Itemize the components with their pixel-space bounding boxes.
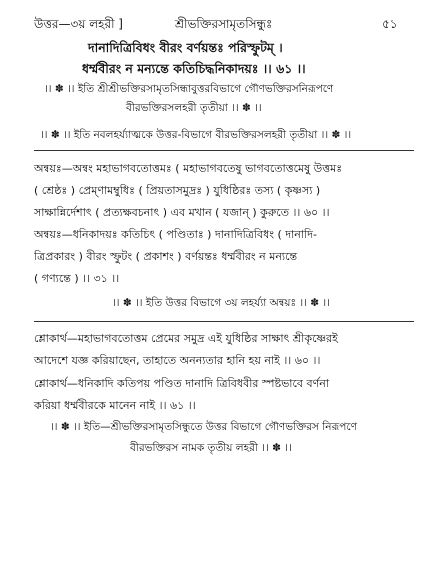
anvaya-end: ।। ✽ ।। ইতি উত্তর বিভাগে ৩য় লহর্য্যা অন্বয়ঃ ।। ✽ ।।: [112, 297, 330, 309]
anvaya-line-5: ত্রিপ্রকারং ) বীরং স্ফুটং ( প্রকাশং ) বর্ণয়ন্তঃ ধর্ম্মবীরং ন মন্যন্তে: [34, 250, 298, 263]
translation-line-3: শ্লোকার্থ—ধনিকাদি কতিপয় পণ্ডিত দানাদি ত্রিবিধবীর স্পষ্টভাবে বর্ণনা: [34, 377, 330, 390]
translation-end-2: বীরভক্তিরস নামক তৃতীয় লহরী ।। ✽ ।।: [130, 442, 292, 454]
anvaya-line-1: অন্বয়ঃ—অন্বং মহাভাগবতোত্তমঃ ( মহাভাগবতেষু ভাগবতোত্তমেষু উত্তমঃ: [34, 162, 343, 175]
divider-rule-1: [34, 150, 414, 151]
divider-rule-2: [34, 321, 414, 322]
colophon-line-1: ।। ✽ ।। ইতি শ্রীশ্রীভক্তিরসামৃতসিন্ধাবুত্তরবিভাগে গৌণভক্তিরসনিরূপণে: [44, 83, 334, 95]
anvaya-line-3: সাক্ষান্নির্দেশাৎ ( প্রত্যক্ষবচনাৎ ) এব মখান ( যজান্ ) কুরুতে ।। ৬০ ।।: [34, 206, 330, 219]
translation-line-2: আদেশে যজ্ঞ করিয়াছেন, তাহাতে অনন্যতার হানি হয় নাই ।। ৬০ ।।: [34, 354, 321, 367]
anvaya-line-2: ( শ্রেষ্ঠঃ ) প্রেম্ণামম্বুধিঃ ( প্রিয়তাসমুদ্রঃ ) যুধিষ্ঠিরঃ তস্য ( কৃষ্ণস্য ): [34, 184, 321, 197]
verse-line-1: দানাদিত্রিবিধং বীরং বর্ণয়ন্তঃ পরিস্ফুটম্ ।: [88, 40, 283, 55]
running-head-title: শ্রীভক্তিরসামৃতসিন্ধুঃ: [175, 17, 273, 31]
anvaya-line-4: অন্বয়ঃ—ধনিকাদয়ঃ কতিচিৎ ( পণ্ডিতাঃ ) দানাদিত্রিবিধং ( দানাদি-: [34, 228, 317, 241]
colophon-line-2: বীরভক্তিরসলহরী তৃতীয়া ।। ✽ ।।: [126, 102, 262, 114]
anvaya-line-6: ( গণ্যন্তে ) ।। ৩১ ।।: [34, 272, 120, 285]
translation-line-4: করিয়া ধর্ম্মবীরকে মানেন নাই ।। ৬১ ।।: [34, 399, 196, 412]
verse-line-2: ধর্ম্মবীরং ন মন্যন্তে কতিচিদ্ধনিকাদয়ঃ ।। ৬১ ।।: [82, 61, 306, 76]
footnote-line: ।। ✽ ।। ইতি নবলহর্য্যাত্মকে উত্তর-বিভাগে বীরভক্তিরসলহরী তৃতীয়া ।। ✽ ।।: [40, 129, 352, 141]
translation-end-1: ।। ✽ ।। ইতি—শ্রীভক্তিরসামৃতসিন্ধুতে উত্তর বিভাগে গৌণভক্তিরস নিরূপণে: [50, 421, 357, 433]
running-head-left: উত্তর—৩য় লহরী ]: [34, 17, 123, 31]
translation-line-1: শ্লোকার্থ—মহাভাগবতোত্তম প্রেমের সমুদ্র এই যুধিষ্ঠির সাক্ষাৎ শ্রীকৃষ্ণেরই: [34, 332, 338, 345]
page-number: ৫১: [382, 17, 398, 31]
